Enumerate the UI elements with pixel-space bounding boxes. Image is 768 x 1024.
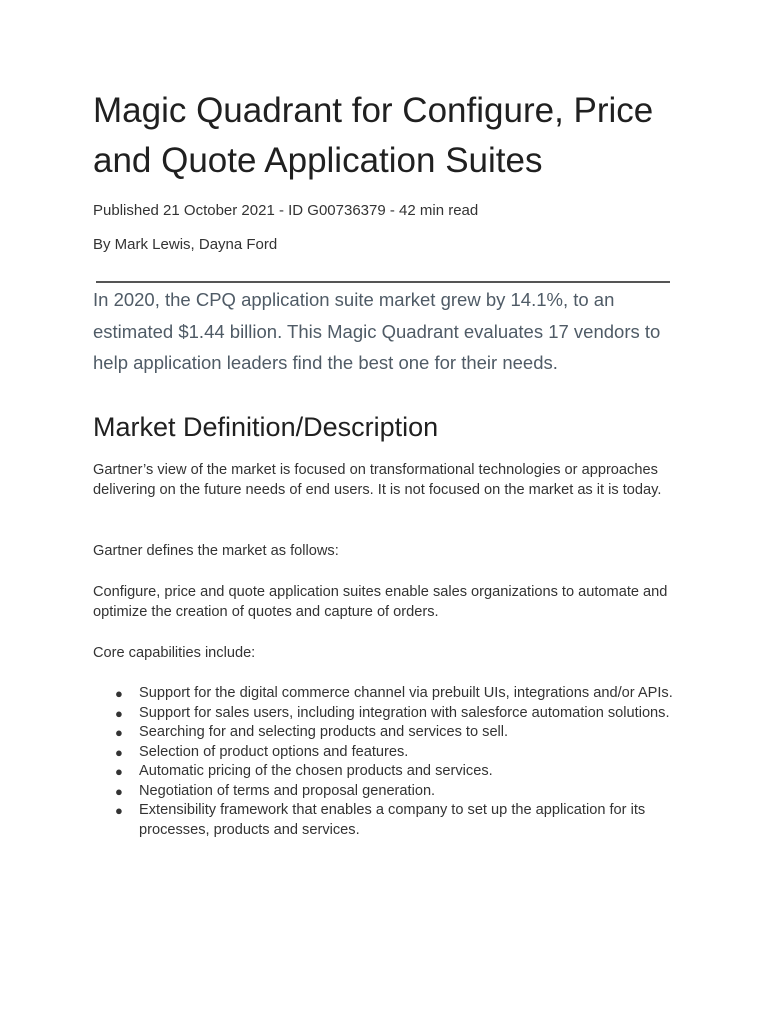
summary-text: In 2020, the CPQ application suite market grew by 14.1%, to an estimated $1.44 billion. This Magic Quadrant evaluates 17 vendors to help application leaders find the best one for their needs. [93, 289, 661, 373]
list-item-text: Searching for and selecting products and services to sell. [139, 724, 509, 740]
list-item [93, 704, 683, 724]
list-item [93, 762, 683, 782]
paragraph: Configure, price and quote application suites enable sales organizations to automate and optimize the creation of quotes and capture of orders. [93, 584, 668, 620]
list-item [93, 801, 683, 840]
bullet-icon: ● [115, 686, 123, 701]
list-item-text: Selection of product options and features. [139, 743, 409, 760]
paragraph: Gartner’s view of the market is focused on transformational technologies or approaches delivering on the future needs of end users. It is not focused on the market as it is today. [93, 462, 662, 498]
list-item [93, 684, 683, 704]
paragraph: Gartner defines the market as follows: [93, 543, 339, 559]
list-item-text: Extensibility framework that enables a company to set up the application for its processes, products and services. [139, 802, 646, 838]
bullet-icon: ● [115, 783, 123, 799]
paragraph: Core capabilities include: [93, 645, 256, 661]
capabilities-list [93, 684, 683, 840]
section-heading: Market Definition/Description [93, 412, 439, 442]
list-item-text: Support for the digital commerce channel via prebuilt UIs, integrations and/or APIs. [139, 685, 673, 701]
summary-divider [96, 281, 670, 283]
list-item [93, 743, 683, 763]
list-item-text: Support for sales users, including integration with salesforce automation solutions. [139, 704, 670, 721]
bullet-icon: ● [115, 744, 123, 760]
list-item-text: Negotiation of terms and proposal generation. [139, 782, 436, 799]
list-item [93, 723, 683, 743]
list-item-text: Automatic pricing of the chosen products and services. [139, 763, 493, 779]
bullet-icon: ● [115, 705, 123, 721]
bullet-icon: ● [115, 725, 123, 740]
document-title: Magic Quadrant for Configure, Price and Quote Application Suites [93, 91, 654, 180]
list-item [93, 782, 683, 802]
publication-info: Published 21 October 2021 - ID G00736379 - 42 min read [93, 202, 479, 219]
bullet-icon: ● [115, 764, 123, 779]
author-line: By Mark Lewis, Dayna Ford [93, 236, 278, 253]
bullet-icon: ● [115, 803, 123, 818]
